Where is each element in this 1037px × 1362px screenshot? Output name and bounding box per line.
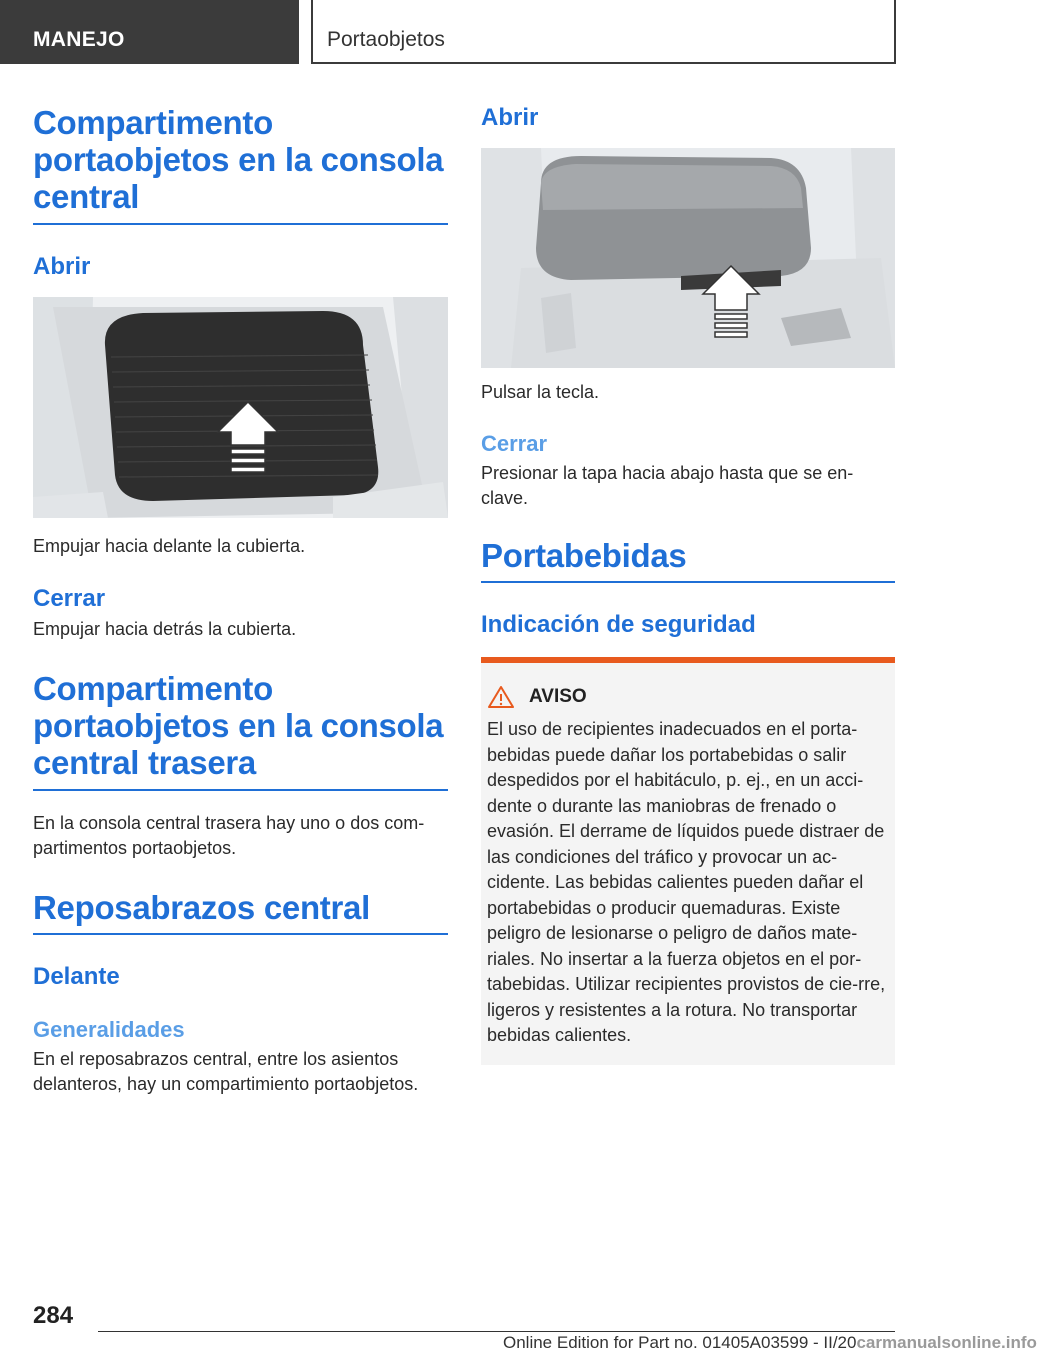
subheading-front: Delante (33, 963, 120, 990)
text-close-console: Empujar hacia detrás la cubierta. (33, 619, 297, 639)
warning-label: AVISO (529, 686, 587, 707)
subheading-open: Abrir (33, 253, 91, 280)
chapter-tab (311, 0, 896, 64)
subheading-safety: Indicación de seguridad (481, 611, 756, 638)
warning-text: El uso de recipientes inadecuados en el porta-bebidas puede dañar los portabebidas o salir despedidos por el habitáculo, p. ej., en un acci-dente o durante las maniobras de frenado o evasión. El derrame de líquidos puede distraer de las condiciones del tráfico y provocar un ac-cidente. Las bebidas calientes pueden dañar el portabebidas o producir quemaduras. Existe peligro de lesionarse o peligro de daños mate-riales. No insertar a la fuerza objetos en el por-tabebidas. Utilizar recipientes provistos de cie-rre, ligeros y resistentes a la rotura. No transportar bebidas calientes. (487, 719, 886, 1045)
console-storage-illustration (33, 297, 448, 518)
subheading-close-armrest: Cerrar (481, 431, 548, 456)
footer-edition-text: Online Edition for Part no. 01405A03599 - II/20 (503, 1333, 857, 1352)
left-column (33, 100, 448, 1097)
heading-central-armrest: Reposabrazos central (33, 889, 370, 926)
section-title: MANEJO (33, 28, 125, 51)
page-number: 284 (33, 1302, 74, 1329)
text-open-console: Empujar hacia delante la cubierta. (33, 536, 306, 556)
subheading-open-armrest: Abrir (481, 104, 539, 131)
armrest-illustration (481, 148, 895, 368)
subheading-general: Generalidades (33, 1017, 185, 1042)
heading-cup-holders: Portabebidas (481, 537, 687, 574)
subheading-close: Cerrar (33, 585, 106, 612)
right-column (481, 100, 895, 1065)
text-rear-console: En la consola central trasera hay uno o dos com-partimentos portaobjetos. (33, 813, 425, 858)
warning-box (481, 657, 895, 1065)
warning-header (487, 685, 887, 709)
armrest-image (481, 148, 895, 368)
text-general: En el reposabrazos central, entre los asientos delanteros, hay un compartimiento portaobjetos. (33, 1049, 419, 1094)
text-open-armrest: Pulsar la tecla. (481, 382, 600, 402)
footer-watermark: carmanualsonline.info (856, 1333, 1037, 1352)
footer-rule (98, 1331, 895, 1332)
text-close-armrest: Presionar la tapa hacia abajo hasta que se en-clave. (481, 463, 854, 508)
warning-triangle-icon (487, 685, 515, 709)
chapter-title: Portaobjetos (327, 28, 445, 51)
heading-rule (481, 581, 895, 583)
heading-rule (33, 933, 448, 935)
footer-edition (503, 1333, 1037, 1353)
console-storage-image (33, 297, 448, 518)
heading-rear-console-storage: Compartimento portaobjetos en la consola central trasera (33, 670, 444, 781)
heading-rule (33, 789, 448, 791)
section-tab (0, 0, 299, 64)
heading-rule (33, 223, 448, 225)
heading-console-storage: Compartimento portaobjetos en la consola central (33, 104, 444, 215)
